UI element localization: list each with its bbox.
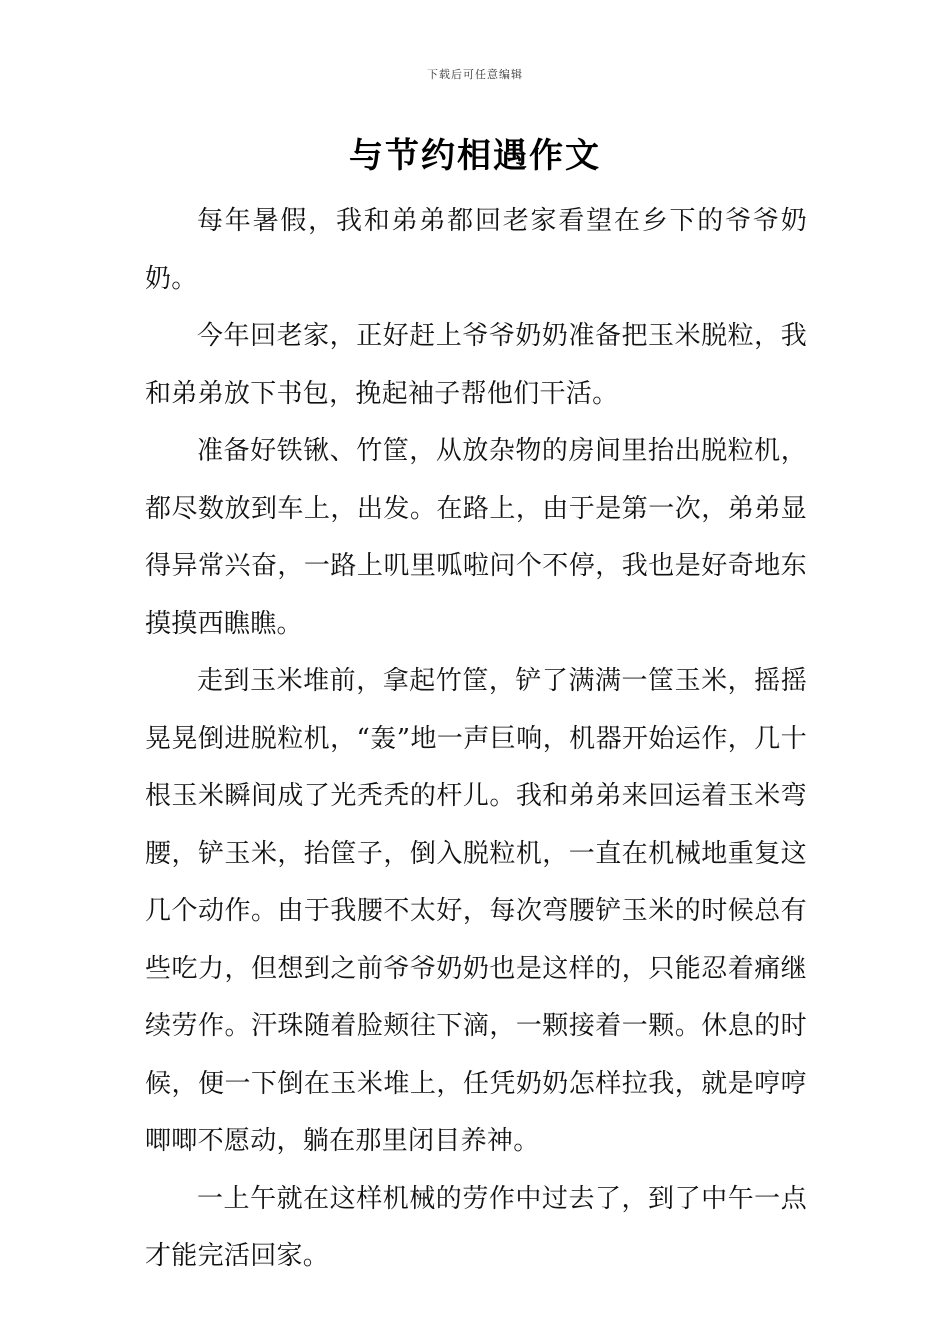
- paragraph-2: 今年回老家，正好赶上爷爷奶奶准备把玉米脱粒，我和弟弟放下书包，挽起袖子帮他们干活。: [145, 321, 807, 409]
- document-body: [145, 193, 807, 1286]
- header-note: 下载后可任意编辑: [427, 68, 523, 81]
- paragraph-4: 走到玉米堆前，拿起竹筐，铲了满满一筐玉米，摇摇晃晃倒进脱粒机，“轰”地一声巨响，机器开始运作，几十根玉米瞬间成了光秃秃的杆儿。我和弟弟来回运着玉米弯腰，铲玉米，抬筐子，倒入脱粒机，一直在机械地重复这几个动作。由于我腰不太好，每次弯腰铲玉米的时候总有些吃力，但想到之前爷爷奶奶也是这样的，只能忍着痛继续劳作。汗珠随着脸颊往下滴，一颗接着一颗。休息的时候，便一下倒在玉米堆上，任凭奶奶怎样拉我，就是哼哼唧唧不愿动，躺在那里闭目养神。: [145, 666, 807, 1156]
- paragraph-3: 准备好铁锹、竹筐，从放杂物的房间里抬出脱粒机，都尽数放到车上，出发。在路上，由于是第一次，弟弟显得异常兴奋，一路上叽里呱啦问个不停，我也是好奇地东摸摸西瞧瞧。: [145, 436, 807, 639]
- document-title: 与节约相遇作文: [349, 136, 601, 176]
- paragraph-5: 一上午就在这样机械的劳作中过去了，到了中午一点才能完活回家。: [145, 1183, 807, 1271]
- paragraph-1: 每年暑假，我和弟弟都回老家看望在乡下的爷爷奶奶。: [145, 206, 807, 294]
